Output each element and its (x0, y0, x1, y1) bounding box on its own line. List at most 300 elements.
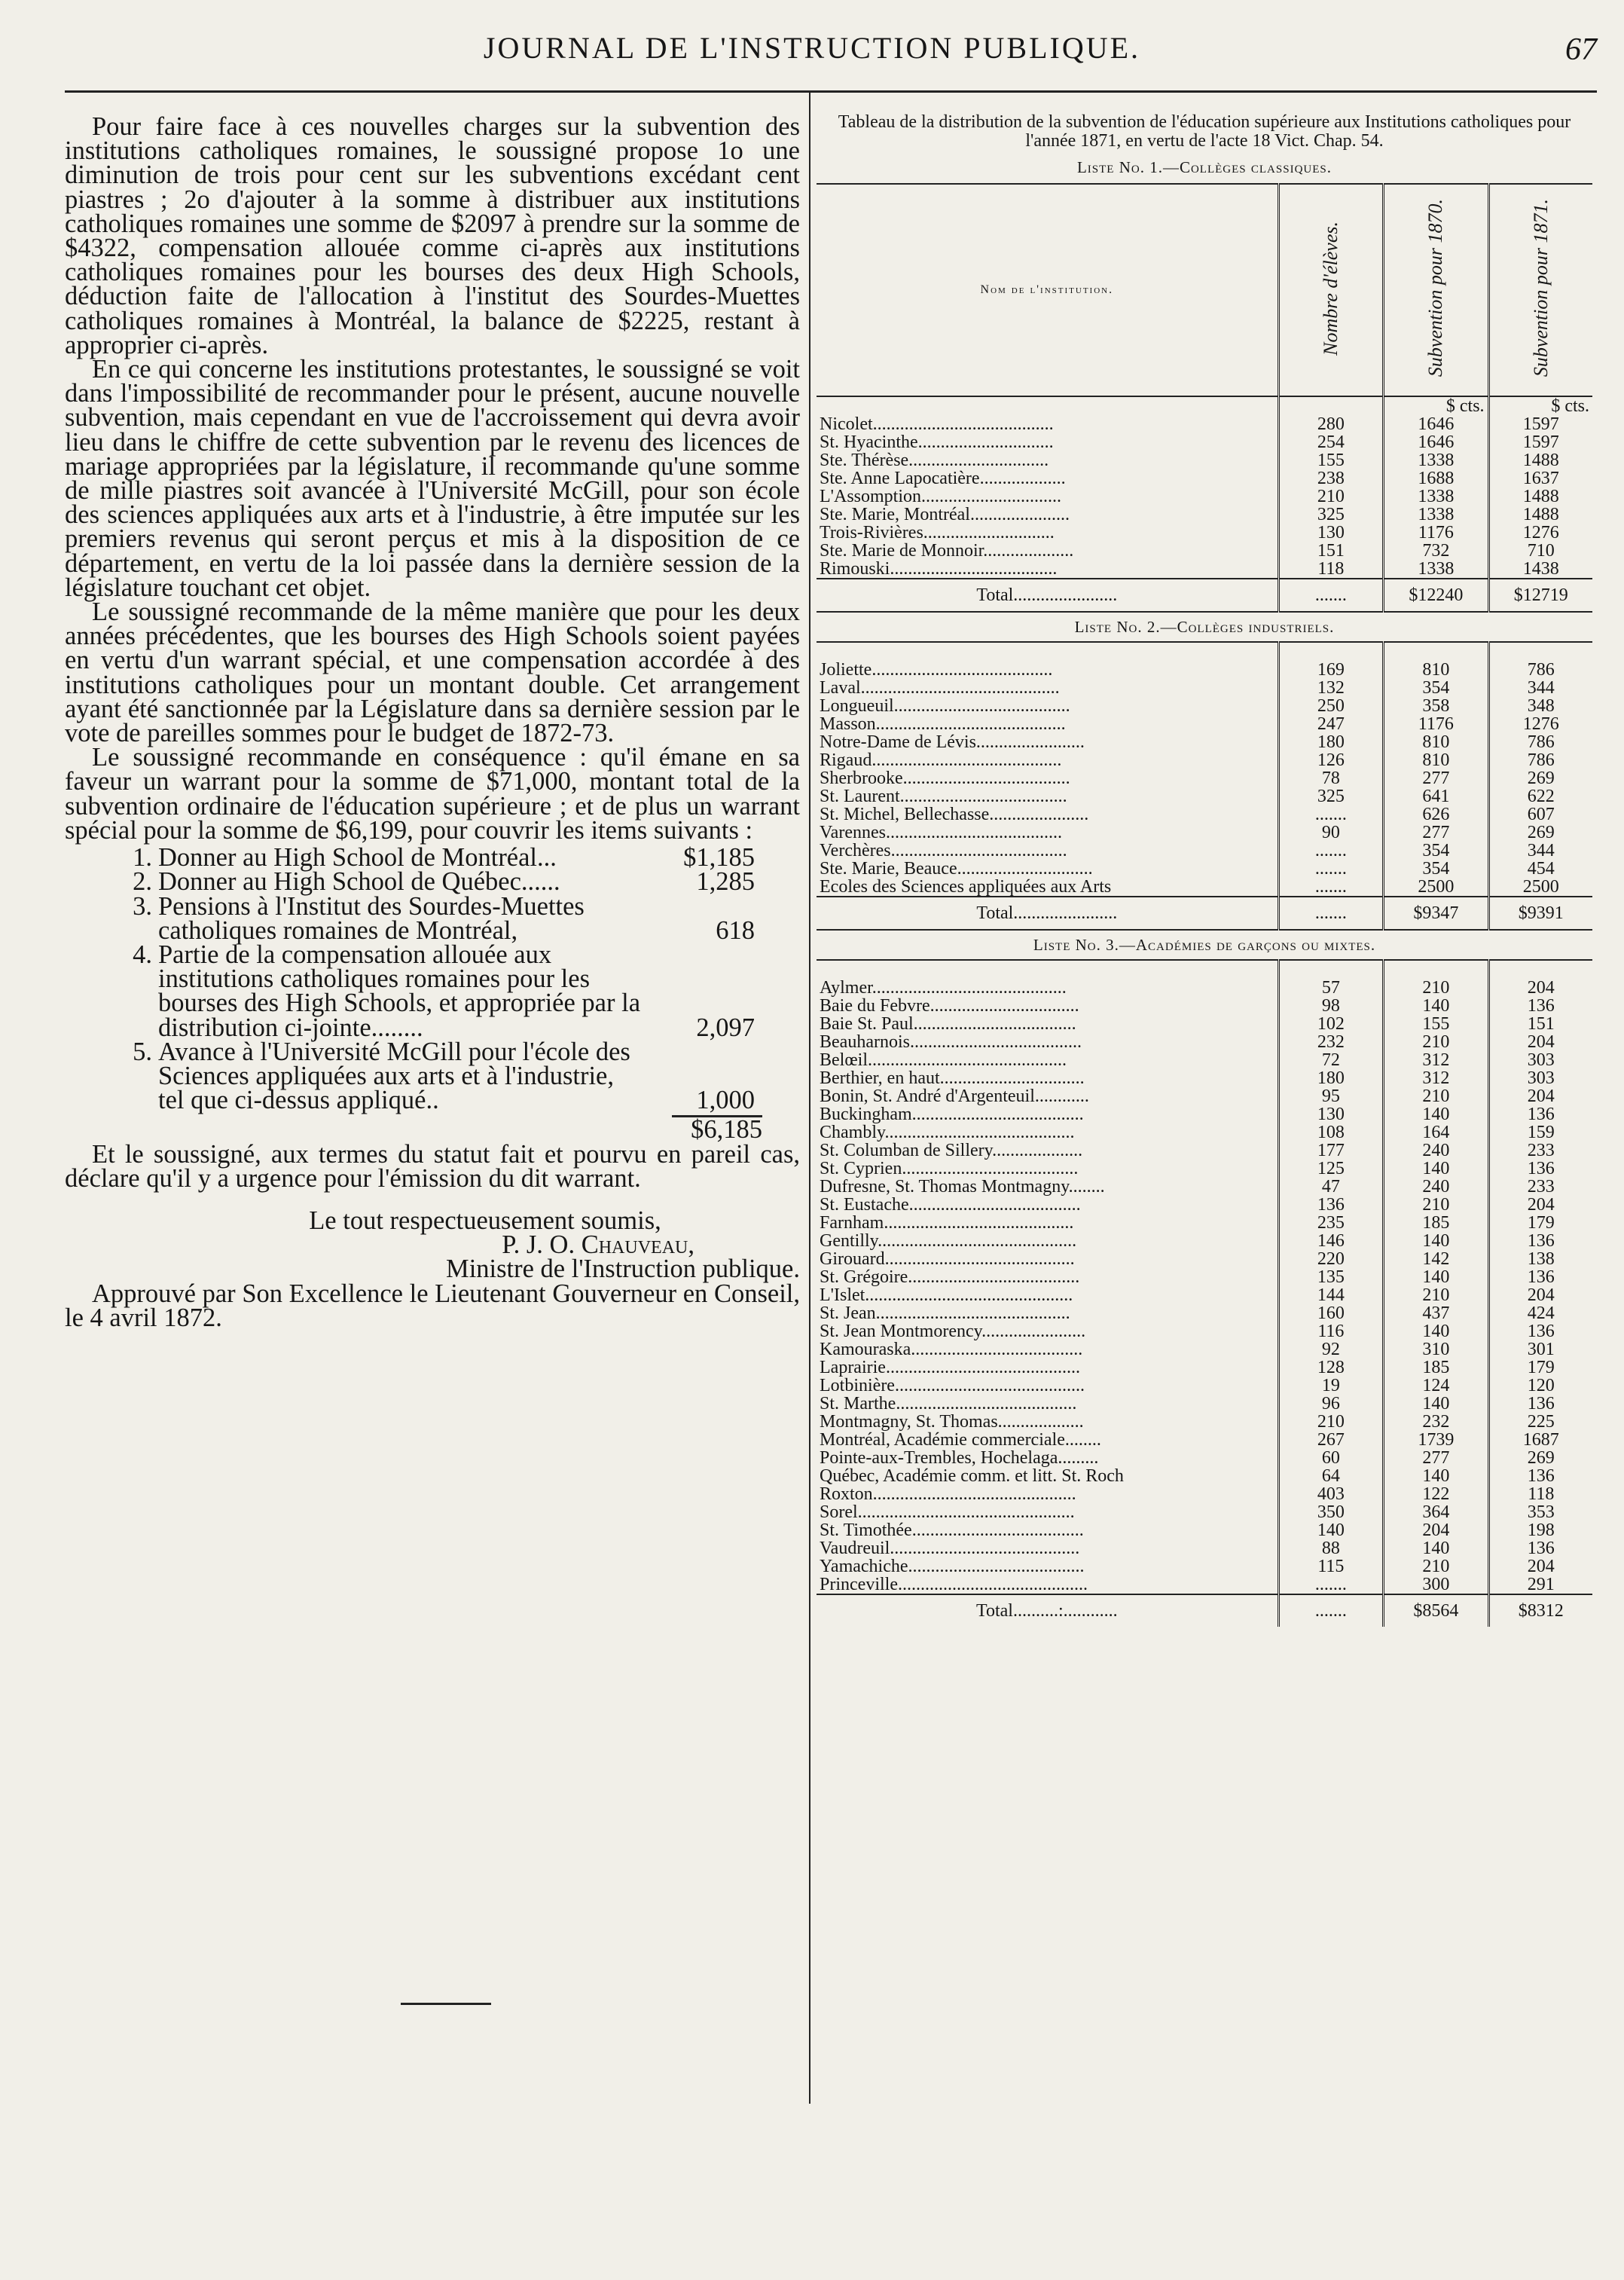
eleves-count: 96 (1278, 1395, 1383, 1413)
page-header (0, 0, 1624, 68)
subvention-1871: 607 (1488, 805, 1592, 824)
list3-total-label: Total..........:............ (817, 1594, 1278, 1627)
subvention-1870: 354 (1384, 679, 1488, 697)
subvention-1871: 136 (1488, 1160, 1592, 1178)
subvention-1870: 204 (1384, 1521, 1488, 1539)
subvention-1871: 1637 (1488, 469, 1592, 487)
eleves-count: ....... (1278, 878, 1383, 897)
subvention-1871: 301 (1488, 1340, 1592, 1359)
list2-total-1871: $9391 (1488, 897, 1592, 930)
table-row (817, 997, 1592, 1015)
table-row (817, 1539, 1592, 1557)
list3-total-row (817, 1594, 1592, 1627)
institution-name: Berthier, en haut................................ (820, 1069, 1085, 1087)
subvention-1870: 300 (1384, 1576, 1488, 1594)
eleves-count: 220 (1278, 1250, 1383, 1268)
eleves-count: 132 (1278, 679, 1383, 697)
warrant-item: 4. Partie de la compensation allouée aux institutions catholiques romaines pour les bourses des High Schools, et appropriée par la distribution ci-jointe........ 2,097 (133, 940, 755, 1042)
institution-name: Notre-Dame de Lévis........................ (820, 733, 1085, 751)
table-row (817, 1576, 1592, 1594)
subvention-1870: 210 (1384, 1557, 1488, 1576)
subvention-1870: 210 (1384, 1087, 1488, 1105)
subvention-1871: 269 (1488, 824, 1592, 842)
table-row (817, 979, 1592, 997)
subvention-1870: 164 (1384, 1123, 1488, 1142)
subvention-1870: 1688 (1384, 469, 1488, 487)
table-row (817, 1467, 1592, 1485)
subvention-1871: 118 (1488, 1485, 1592, 1503)
eleves-count: 57 (1278, 979, 1383, 997)
eleves-count: 254 (1278, 433, 1383, 451)
subvention-1870: 210 (1384, 1196, 1488, 1214)
institution-name: Ste. Thérèse............................... (820, 451, 1049, 469)
subvention-1871: 120 (1488, 1377, 1592, 1395)
eleves-count: 130 (1278, 1105, 1383, 1123)
subvention-1871: 136 (1488, 1105, 1592, 1123)
table-row (817, 433, 1592, 451)
institution-name: Rimouski..................................... (820, 560, 1058, 579)
eleves-count: 280 (1278, 415, 1383, 433)
subvention-1870: 2500 (1384, 878, 1488, 897)
col-header-sub1870: Subvention pour 1870. (1424, 199, 1447, 377)
subvention-1870: 1176 (1384, 524, 1488, 542)
subvention-1870: 810 (1384, 751, 1488, 769)
institution-name: Montréal, Académie commerciale........ (820, 1431, 1101, 1449)
subvention-1871: 198 (1488, 1521, 1592, 1539)
subvention-1871: 1488 (1488, 506, 1592, 524)
table-row (817, 469, 1592, 487)
subvention-1870: 312 (1384, 1069, 1488, 1087)
warrant-item: 2. Donner au High School de Québec...... 1,285 (133, 867, 755, 897)
eleves-count: 135 (1278, 1268, 1383, 1286)
subvention-1871: 136 (1488, 997, 1592, 1015)
table-row (817, 697, 1592, 715)
eleves-count: 144 (1278, 1286, 1383, 1304)
institution-name: Québec, Académie comm. et litt. St. Roch (820, 1467, 1124, 1485)
table-row (817, 824, 1592, 842)
eleves-count: ....... (1278, 860, 1383, 878)
eleves-count: 19 (1278, 1377, 1383, 1395)
subvention-1871: 204 (1488, 1087, 1592, 1105)
table-row (817, 1286, 1592, 1304)
subvention-1870: 358 (1384, 697, 1488, 715)
institution-name: St. Jean........................................... (820, 1304, 1070, 1322)
list2-total-eleves: ....... (1278, 897, 1383, 930)
subvention-1870: 142 (1384, 1250, 1488, 1268)
institution-name: St. Columban de Sillery.................... (820, 1142, 1083, 1160)
subvention-1871: 233 (1488, 1142, 1592, 1160)
table-row (817, 1160, 1592, 1178)
subvention-1870: 310 (1384, 1340, 1488, 1359)
unit-1871: $ cts. (1488, 396, 1592, 415)
eleves-count: 210 (1278, 487, 1383, 506)
institution-name: Ecoles des Sciences appliquées aux Arts (820, 878, 1112, 897)
table-row (817, 1015, 1592, 1033)
paragraph-1: Pour faire face à ces nouvelles charges sur la subvention des institutions catholiques romaines, le soussigné propose 1o une diminution de trois pour cent sur les subventions excédant cent piastres ; 2o d'ajouter à la somme à distribuer aux institutions catholiques romaines une somme de $2097 à prendre sur la somme de $4322, compensation allouée comme ci-après aux institutions catholiques romaines pour les bourses des deux High Schools, déduction faite de l'allocation à l'institut des Sourdes-Muettes catholiques romaines à Montréal, la balance de $2225, restant à approprier ci-après. (65, 112, 800, 359)
institution-name: Chambly.......................................... (820, 1123, 1075, 1142)
institution-name: St. Timothée...................................... (820, 1521, 1084, 1539)
subvention-1870: 1646 (1384, 415, 1488, 433)
institution-name: Buckingham...................................... (820, 1105, 1084, 1123)
eleves-count: 102 (1278, 1015, 1383, 1033)
subvention-1871: 303 (1488, 1051, 1592, 1069)
institution-name: Rigaud.......................................... (820, 751, 1062, 769)
list2-total-label: Total....................... (817, 897, 1278, 930)
subvention-1871: 1488 (1488, 487, 1592, 506)
table-row (817, 1304, 1592, 1322)
institution-name: Kamouraska...................................... (820, 1340, 1083, 1359)
subvention-1871: 225 (1488, 1413, 1592, 1431)
subvention-1870: 140 (1384, 1322, 1488, 1340)
eleves-count: 64 (1278, 1467, 1383, 1485)
col-header-name: Nom de l'institution. (817, 184, 1278, 396)
subvention-1871: 291 (1488, 1576, 1592, 1594)
institution-name: Varennes....................................... (820, 824, 1062, 842)
list3-total-1870: $8564 (1384, 1594, 1488, 1627)
table-row (817, 415, 1592, 433)
subvention-1871: 424 (1488, 1304, 1592, 1322)
eleves-count: 47 (1278, 1178, 1383, 1196)
subvention-1870: 140 (1384, 1467, 1488, 1485)
eleves-count: 95 (1278, 1087, 1383, 1105)
table-row (817, 1359, 1592, 1377)
signer-title: Ministre de l'Instruction publique. (446, 1255, 800, 1284)
institution-name: Masson.......................................... (820, 715, 1066, 733)
institution-name: Laval............................................ (820, 679, 1060, 697)
institution-name: Princeville.......................................... (820, 1576, 1088, 1594)
institution-name: St. Cyprien....................................... (820, 1160, 1079, 1178)
institution-name: Baie St. Paul.................................... (820, 1015, 1076, 1033)
closing-line: Le tout respectueusement soumis, (309, 1206, 661, 1235)
subvention-1871: 136 (1488, 1467, 1592, 1485)
subvention-1870: 1338 (1384, 560, 1488, 579)
eleves-count: 128 (1278, 1359, 1383, 1377)
subvention-1870: 240 (1384, 1178, 1488, 1196)
eleves-count: 115 (1278, 1557, 1383, 1576)
institution-name: St. Marthe........................................ (820, 1395, 1077, 1413)
institution-name: St. Laurent..................................... (820, 787, 1067, 805)
subvention-1870: 140 (1384, 1160, 1488, 1178)
subvention-1870: 185 (1384, 1359, 1488, 1377)
list2-total-1870: $9347 (1384, 897, 1488, 930)
subvention-1871: 786 (1488, 733, 1592, 751)
institution-name: L'Assomption............................... (820, 487, 1061, 506)
eleves-count: 92 (1278, 1340, 1383, 1359)
warrant-item: 3. Pensions à l'Institut des Sourdes-Muettes catholiques romaines de Montréal, 618 (133, 891, 755, 945)
eleves-count: 238 (1278, 469, 1383, 487)
eleves-count: 118 (1278, 560, 1383, 579)
table-row (817, 1503, 1592, 1521)
list3-heading: Liste No. 3.—Académies de garçons ou mixtes. (1033, 936, 1376, 954)
table-row (817, 805, 1592, 824)
institution-name: Yamachiche....................................... (820, 1557, 1085, 1576)
subvention-1871: 269 (1488, 1449, 1592, 1467)
institution-name: Beauharnois...................................... (820, 1033, 1082, 1051)
subvention-1870: 140 (1384, 997, 1488, 1015)
institution-name: Trois-Rivières............................. (820, 524, 1055, 542)
subvention-1870: 155 (1384, 1015, 1488, 1033)
table-row (817, 715, 1592, 733)
approval-note: Approuvé par Son Excellence le Lieutenant Gouverneur en Conseil, le 4 avril 1872. (65, 1279, 800, 1332)
subvention-1870: 1739 (1384, 1431, 1488, 1449)
subvention-1871: 1438 (1488, 560, 1592, 579)
eleves-count: 116 (1278, 1322, 1383, 1340)
subvention-1870: 1338 (1384, 506, 1488, 524)
eleves-count: 232 (1278, 1033, 1383, 1051)
table-row (817, 1557, 1592, 1576)
eleves-count: 60 (1278, 1449, 1383, 1467)
eleves-count: 403 (1278, 1485, 1383, 1503)
subvention-1871: 353 (1488, 1503, 1592, 1521)
subvention-1871: 151 (1488, 1015, 1592, 1033)
subvention-1871: 1597 (1488, 433, 1592, 451)
subvention-1871: 269 (1488, 769, 1592, 787)
institution-name: Baie du Febvre................................. (820, 997, 1079, 1015)
warrant-item: 1. Donner au High School de Montréal... $1,185 (133, 843, 755, 873)
institution-name: Verchères....................................... (820, 842, 1067, 860)
list1-rows (817, 415, 1592, 579)
subvention-1871: 136 (1488, 1322, 1592, 1340)
subvention-1871: 179 (1488, 1359, 1592, 1377)
eleves-count: 155 (1278, 451, 1383, 469)
subvention-1870: 140 (1384, 1105, 1488, 1123)
subvention-1870: 626 (1384, 805, 1488, 824)
eleves-count: 235 (1278, 1214, 1383, 1232)
eleves-count: 140 (1278, 1521, 1383, 1539)
table-header-row (817, 184, 1592, 396)
institution-name: Bonin, St. André d'Argenteuil............ (820, 1087, 1089, 1105)
list1-heading: Liste No. 1.—Collèges classiques. (1076, 158, 1332, 176)
subvention-1870: 240 (1384, 1142, 1488, 1160)
col-header-sub1871: Subvention pour 1871. (1529, 199, 1552, 377)
subvention-1871: 303 (1488, 1069, 1592, 1087)
eleves-count: 325 (1278, 787, 1383, 805)
paragraph-5: Et le soussigné, aux termes du statut fait et pourvu en pareil cas, déclare qu'il y a urgence pour l'émission du dit warrant. (65, 1139, 800, 1193)
institution-name: Nicolet........................................ (820, 415, 1054, 433)
subvention-1870: 185 (1384, 1214, 1488, 1232)
table-row (817, 751, 1592, 769)
subvention-1870: 364 (1384, 1503, 1488, 1521)
subvention-1870: 1338 (1384, 451, 1488, 469)
table-row (817, 451, 1592, 469)
subvention-1870: 1646 (1384, 433, 1488, 451)
eleves-count: 169 (1278, 661, 1383, 679)
eleves-count: 98 (1278, 997, 1383, 1015)
table-row (817, 1449, 1592, 1467)
table-row (817, 679, 1592, 697)
list3-total-1871: $8312 (1488, 1594, 1592, 1627)
eleves-count: ....... (1278, 805, 1383, 824)
list1-total-1871: $12719 (1488, 579, 1592, 612)
table-row (817, 769, 1592, 787)
institution-name: Farnham.......................................... (820, 1214, 1074, 1232)
table-row (817, 1340, 1592, 1359)
unit-1870: $ cts. (1384, 396, 1488, 415)
table-row (817, 661, 1592, 679)
institution-name: St. Jean Montmorency....................... (820, 1322, 1086, 1340)
journal-title: JOURNAL DE L'INSTRUCTION PUBLIQUE. (483, 31, 1141, 65)
institution-name: Girouard.......................................... (820, 1250, 1075, 1268)
end-dash (401, 2003, 491, 2005)
table-row (817, 1214, 1592, 1232)
eleves-count: 136 (1278, 1196, 1383, 1214)
table-row (817, 1377, 1592, 1395)
institution-name: Laprairie........................................... (820, 1359, 1080, 1377)
list3-rows (817, 979, 1592, 1594)
subvention-1870: 732 (1384, 542, 1488, 560)
table-row (817, 1123, 1592, 1142)
table-row (817, 1033, 1592, 1051)
eleves-count: 177 (1278, 1142, 1383, 1160)
subvention-1870: 354 (1384, 860, 1488, 878)
table-row (817, 487, 1592, 506)
subvention-1871: 136 (1488, 1268, 1592, 1286)
eleves-count: 151 (1278, 542, 1383, 560)
subvention-1871: 1276 (1488, 524, 1592, 542)
institution-name: Belœil............................................ (820, 1051, 1067, 1069)
subvention-1871: 344 (1488, 842, 1592, 860)
eleves-count: 90 (1278, 824, 1383, 842)
table-row (817, 1431, 1592, 1449)
eleves-count: ....... (1278, 1576, 1383, 1594)
eleves-count: 72 (1278, 1051, 1383, 1069)
table-row (817, 542, 1592, 560)
table-row (817, 1087, 1592, 1105)
subvention-1871: 179 (1488, 1214, 1592, 1232)
subvention-1871: 1597 (1488, 415, 1592, 433)
subvention-1871: 204 (1488, 1033, 1592, 1051)
institution-name: St. Hyacinthe.............................. (820, 433, 1054, 451)
subvention-1871: 622 (1488, 787, 1592, 805)
col-header-eleves: Nombre d'élèves. (1319, 221, 1342, 356)
table-row (817, 1051, 1592, 1069)
subvention-1870: 210 (1384, 979, 1488, 997)
institution-name: Roxton............................................. (820, 1485, 1076, 1503)
institution-name: Joliette........................................ (820, 661, 1053, 679)
institution-name: Aylmer........................................... (820, 979, 1067, 997)
institution-name: Dufresne, St. Thomas Montmagny........ (820, 1178, 1105, 1196)
table-row (817, 842, 1592, 860)
subvention-1871: 204 (1488, 1557, 1592, 1576)
subvention-1871: 204 (1488, 979, 1592, 997)
table-row (817, 560, 1592, 579)
table-row (817, 1196, 1592, 1214)
eleves-count: 247 (1278, 715, 1383, 733)
subvention-1870: 140 (1384, 1539, 1488, 1557)
eleves-count: 325 (1278, 506, 1383, 524)
table-row (817, 1322, 1592, 1340)
table-row (817, 1413, 1592, 1431)
institution-name: Vaudreuil.......................................... (820, 1539, 1080, 1557)
subvention-1870: 810 (1384, 733, 1488, 751)
table-row (817, 1485, 1592, 1503)
paragraph-3: Le soussigné recommande de la même manière que pour les deux années précédentes, que les bourses des High Schools soient payées en vertu d'un warrant spécial, et une compensation accordée à des institutions catholiques pour un montant double. Cet arrangement ayant été sanctionnée par la Législature dans sa dernière session par le vote de pareilles sommes pour le budget de 1872-73. (65, 598, 800, 748)
table-row (817, 1395, 1592, 1413)
subvention-1870: 1176 (1384, 715, 1488, 733)
subvention-1871: 2500 (1488, 878, 1592, 897)
subvention-1870: 354 (1384, 842, 1488, 860)
eleves-count: 126 (1278, 751, 1383, 769)
institution-name: St. Michel, Bellechasse...................... (820, 805, 1089, 824)
list1-total-1870: $12240 (1384, 579, 1488, 612)
institution-name: Ste. Marie de Monnoir.................... (820, 542, 1074, 560)
list1-total-eleves: ....... (1278, 579, 1383, 612)
eleves-count: 125 (1278, 1160, 1383, 1178)
subvention-1870: 140 (1384, 1232, 1488, 1250)
eleves-count: 350 (1278, 1503, 1383, 1521)
institution-name: St. Grégoire...................................... (820, 1268, 1080, 1286)
institution-name: Montmagny, St. Thomas................... (820, 1413, 1084, 1431)
list2-total-row (817, 897, 1592, 930)
list2-heading-row (817, 612, 1592, 642)
subvention-1870: 277 (1384, 824, 1488, 842)
table-row (817, 1268, 1592, 1286)
table-row (817, 878, 1592, 897)
subvention-1870: 124 (1384, 1377, 1488, 1395)
eleves-count: 160 (1278, 1304, 1383, 1322)
subvention-1870: 277 (1384, 769, 1488, 787)
column-divider (809, 92, 810, 2104)
table-row (817, 1250, 1592, 1268)
institution-name: Longueuil....................................... (820, 697, 1070, 715)
table-row (817, 524, 1592, 542)
units-row (817, 396, 1592, 415)
subvention-1871: 710 (1488, 542, 1592, 560)
paragraph-4: Le soussigné recommande en conséquence : qu'il émane en sa faveur un warrant pour la somme de $71,000, montant total de la subvention ordinaire de l'éducation supérieure ; et de plus un warrant spécial pour la somme de $6,199, pour couvrir les items suivants : (65, 743, 800, 845)
table-row (817, 1142, 1592, 1160)
eleves-count: 180 (1278, 1069, 1383, 1087)
subvention-1871: 138 (1488, 1250, 1592, 1268)
subvention-1870: 140 (1384, 1395, 1488, 1413)
table-row (817, 733, 1592, 751)
list1-total-row (817, 579, 1592, 612)
subvention-1871: 159 (1488, 1123, 1592, 1142)
header-rule (65, 90, 1597, 93)
subvention-1871: 786 (1488, 751, 1592, 769)
eleves-count: 146 (1278, 1232, 1383, 1250)
subvention-1871: 136 (1488, 1539, 1592, 1557)
list2-heading: Liste No. 2.—Collèges industriels. (1074, 618, 1335, 636)
eleves-count: 130 (1278, 524, 1383, 542)
subvention-1871: 204 (1488, 1196, 1592, 1214)
institution-name: L'Islet.............................................. (820, 1286, 1073, 1304)
subvention-1871: 136 (1488, 1395, 1592, 1413)
subvention-1871: 204 (1488, 1286, 1592, 1304)
table-row (817, 506, 1592, 524)
subvention-1871: 1687 (1488, 1431, 1592, 1449)
paragraph-2: En ce qui concerne les institutions protestantes, le soussigné se voit dans l'impossibilité de recommander pour le présent, aucune nouvelle subvention, mais cependant en vue de l'accroissement qui devra avoir lieu dans le chiffre de cette subvention par le revenu des licences de mariage appropriées par la législature, il recommande qu'une somme de mille piastres soit avancée à l'Université McGill, pour son école des sciences appliquées aux arts et à l'industrie, à être imputée sur les premiers revenus qui seront perçus et mis à la disposition de ce département, en vertu de la loi passée dans la dernière session de la législature touchant cet objet. (65, 355, 800, 602)
subvention-1871: 786 (1488, 661, 1592, 679)
signer-name: P. J. O. Chauveau, (502, 1230, 694, 1260)
subvention-1870: 810 (1384, 661, 1488, 679)
subvention-1870: 232 (1384, 1413, 1488, 1431)
list3-heading-row (817, 930, 1592, 960)
eleves-count: 108 (1278, 1123, 1383, 1142)
table-row (817, 1178, 1592, 1196)
table-row (817, 1069, 1592, 1087)
subvention-1870: 210 (1384, 1033, 1488, 1051)
subvention-1870: 1338 (1384, 487, 1488, 506)
eleves-count: ....... (1278, 842, 1383, 860)
eleves-count: 78 (1278, 769, 1383, 787)
table-row (817, 1105, 1592, 1123)
warrant-item: 5. Avance à l'Université McGill pour l'école des Sciences appliquées aux arts et à l'industrie, tel que ci-dessus appliqué.. 1,000 (133, 1037, 755, 1115)
distribution-table (817, 183, 1592, 1627)
warrant-total: $6,185 (691, 1115, 762, 1145)
table-row (817, 860, 1592, 878)
eleves-count: 180 (1278, 733, 1383, 751)
table-title: Tableau de la distribution de la subvention de l'éducation supérieure aux Institutions catholiques pour l'année 1871, en vertu de l'acte 18 Vict. Chap. 54. (838, 112, 1571, 151)
